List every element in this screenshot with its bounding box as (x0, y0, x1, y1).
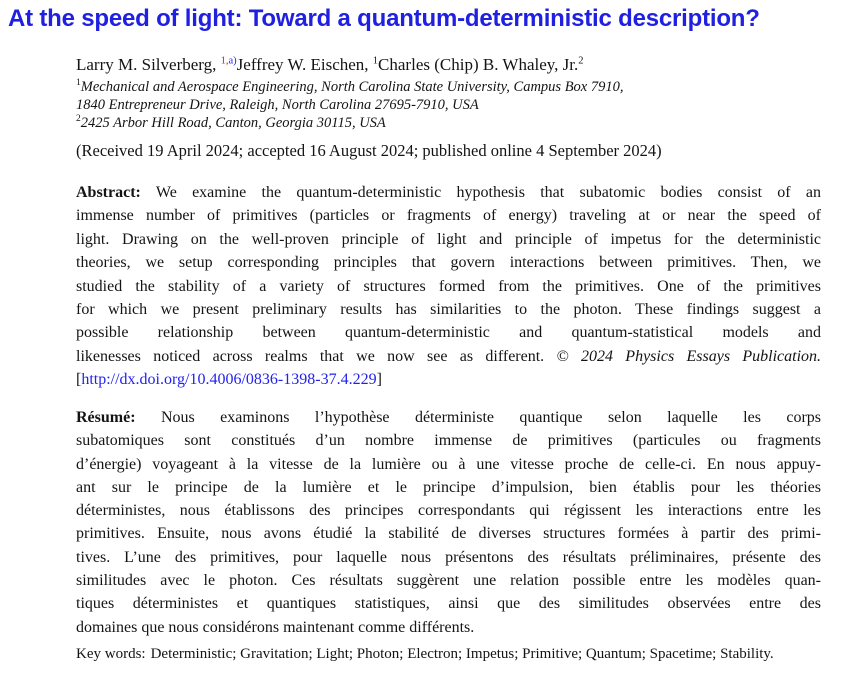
keywords-list: Deterministic; Gravitation; Light; Photon; Electron; Impetus; Primitive; Quantum; Spacetime; Stability. (150, 646, 774, 662)
affiliation-1-line-1: $^1$Mechanical and Aerospace Engineering, North Carolina State University, Campus Box 7910, (76, 78, 624, 95)
resume-line: tiques déterministes et quantiques statistiques, ainsi que des similitudes observées entre des (76, 595, 821, 613)
abstract-line: immense number of primitives (particles or fragments of energy) traveling at or near the speed of (76, 207, 821, 225)
doi-link[interactable]: http://dx.doi.org/10.4006/0836-1398-37.4.229 (81, 371, 377, 389)
resume-line: déterministes, nous établissons des principes correspondants qui régissent les interactions entre les (76, 502, 821, 520)
resume-label: Résumé: (76, 409, 136, 426)
author-1-sup-footnote: a) (228, 55, 237, 67)
keywords-line (76, 646, 836, 663)
author-1: Larry M. Silverberg, (76, 55, 217, 74)
keywords-label: Key words: (76, 646, 146, 662)
abstract-line: possible relationship between quantum-deterministic and quantum-statistical models and (76, 324, 821, 342)
resume-line: primitives. Ensuite, nous avons étudié la stabilité de diverses structures formées à partir des primi- (76, 525, 821, 543)
affiliation-1-line-2: 1840 Entrepreneur Drive, Raleigh, North Carolina 27695-7910, USA (76, 97, 479, 113)
resume-section (76, 406, 821, 639)
resume-line: subatomiques sont constitués d’un nombre immense de primitives (particules ou fragments (76, 432, 821, 450)
affiliation-2-superscript: 2 (76, 114, 81, 125)
affiliation-2-line: $^2$2425 Arbor Hill Road, Canton, Georgia 30115, USA (76, 114, 386, 131)
abstract-line: Abstract: We examine the quantum-deterministic hypothesis that subatomic bodies consist of an (76, 184, 821, 201)
author-2: Jeffrey W. Eischen, (236, 55, 369, 74)
abstract-line: studied the stability of a variety of structures formed from the primitives. One of the primitives (76, 277, 821, 295)
abstract-line: likenesses noticed across realms that we now see as different. © 2024 Physics Essays Publication. (76, 347, 822, 365)
abstract-line: light. Drawing on the well-proven principle of light and principle of impetus for the deterministic (76, 230, 821, 248)
resume-line: tives. L’une des primitives, pour laquelle nous présentons des résultats préliminaires, présente des (76, 548, 821, 566)
abstract-label: Abstract: (76, 184, 141, 201)
resume-line: Résumé: Nous examinons l’hypothèse déterministe quantique selon laquelle les corps (76, 409, 822, 426)
affiliations-block (76, 78, 821, 132)
author-1-sup-number: 1, (220, 55, 229, 67)
abstract-section (76, 181, 821, 392)
author-3: Charles (Chip) B. Whaley, Jr. (378, 55, 579, 74)
author-line (76, 55, 821, 75)
abstract-line: for which we present preliminary results has similarities to the photon. These findings suggest a (76, 301, 821, 319)
resume-line: d’énergie) voyageant à la vitesse de la lumière ou à une vitesse proche de celle-ci. En nous appuy- (76, 455, 821, 473)
resume-line: similitudes avec le photon. Ces résultats suggèrent une relation possible entre les modèles quan- (76, 572, 821, 590)
paper-title: At the speed of light: Toward a quantum-deterministic description? (8, 5, 760, 32)
author-3-affiliation-superscript: 2 (578, 55, 584, 67)
doi-line: [http://dx.doi.org/10.4006/0836-1398-37.4.229] (76, 371, 382, 389)
article-history: (Received 19 April 2024; accepted 16 August 2024; published online 4 September 2024) (76, 141, 662, 160)
author-1-affiliation-superscript (221, 55, 237, 66)
abstract-line: theories, we setup corresponding principles that govern interactions between primitives. Then, we (76, 254, 821, 272)
affiliation-1-superscript: 1 (76, 78, 81, 89)
copyright-notice: © 2024 Physics Essays Publication. (556, 347, 822, 365)
resume-line: ant sur le principe de la lumière et le principe d’impulsion, bien établis pour les théories (76, 478, 821, 496)
author-2-affiliation-superscript: 1 (372, 55, 379, 67)
resume-line: domaines que nous considérons maintenant comme différents. (76, 618, 475, 636)
